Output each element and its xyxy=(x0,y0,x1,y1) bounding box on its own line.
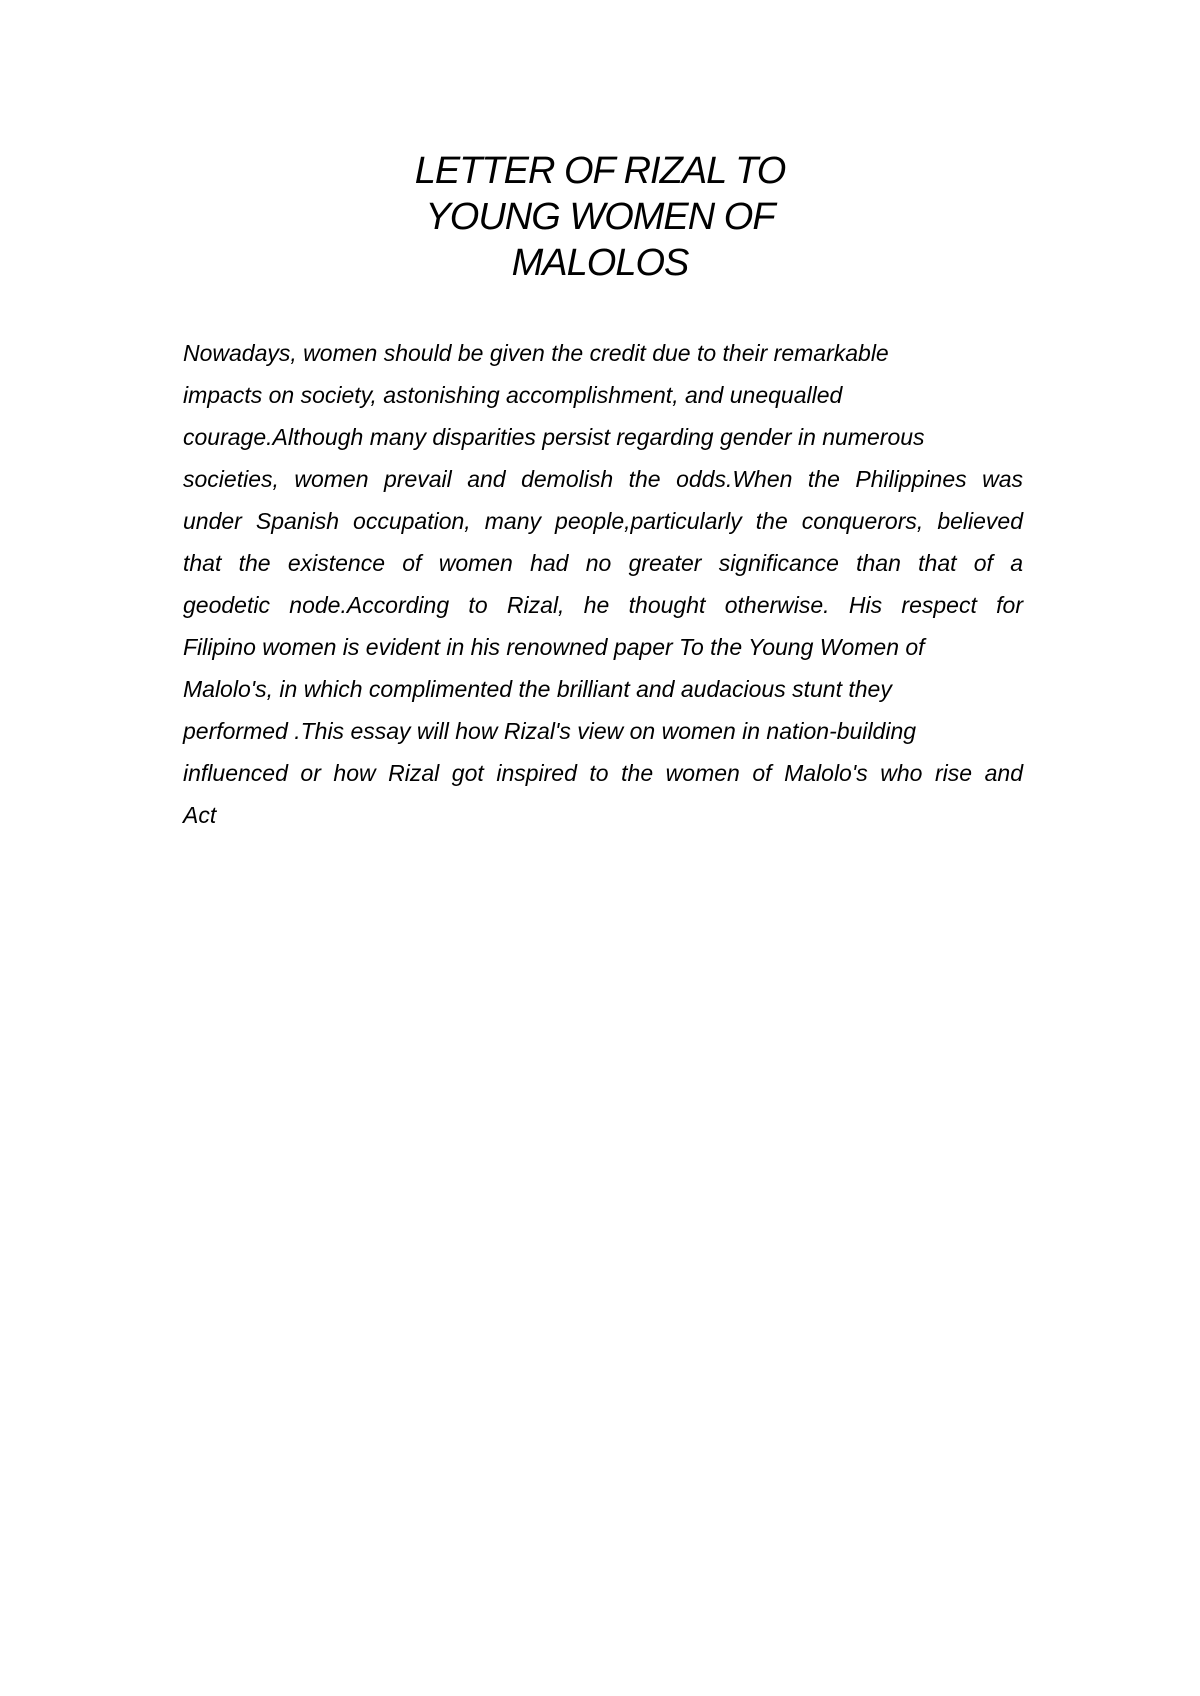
title-line: LETTER OF RIZAL TO xyxy=(414,150,786,192)
paragraph-line: performed .This essay will how Rizal's view on women in nation-building xyxy=(183,718,917,744)
paragraph-line: Act xyxy=(183,802,217,828)
document-title xyxy=(300,148,900,286)
paragraph-line: influenced or how Rizal got inspired to the women of Malolo's who rise and xyxy=(183,760,1023,786)
paragraph-line: impacts on society, astonishing accomplishment, and unequalled xyxy=(183,382,843,408)
title-line: YOUNG WOMEN OF xyxy=(425,196,775,238)
paragraph-line: societies, women prevail and demolish the odds.When the Philippines was xyxy=(183,466,1023,492)
paragraph-line: courage.Although many disparities persist regarding gender in numerous xyxy=(183,424,925,450)
title-line: MALOLOS xyxy=(511,242,689,284)
body-paragraph xyxy=(183,332,1023,836)
paragraph-line: Nowadays, women should be given the credit due to their remarkable xyxy=(183,340,889,366)
paragraph-line: under Spanish occupation, many people,particularly the conquerors, believed xyxy=(183,508,1023,534)
paragraph-line: Filipino women is evident in his renowned paper To the Young Women of xyxy=(183,634,925,660)
paragraph-line: Malolo's, in which complimented the brilliant and audacious stunt they xyxy=(183,676,892,702)
paragraph-line: geodetic node.According to Rizal, he thought otherwise. His respect for xyxy=(183,592,1023,618)
paragraph-line: that the existence of women had no greater significance than that of a xyxy=(183,550,1023,576)
